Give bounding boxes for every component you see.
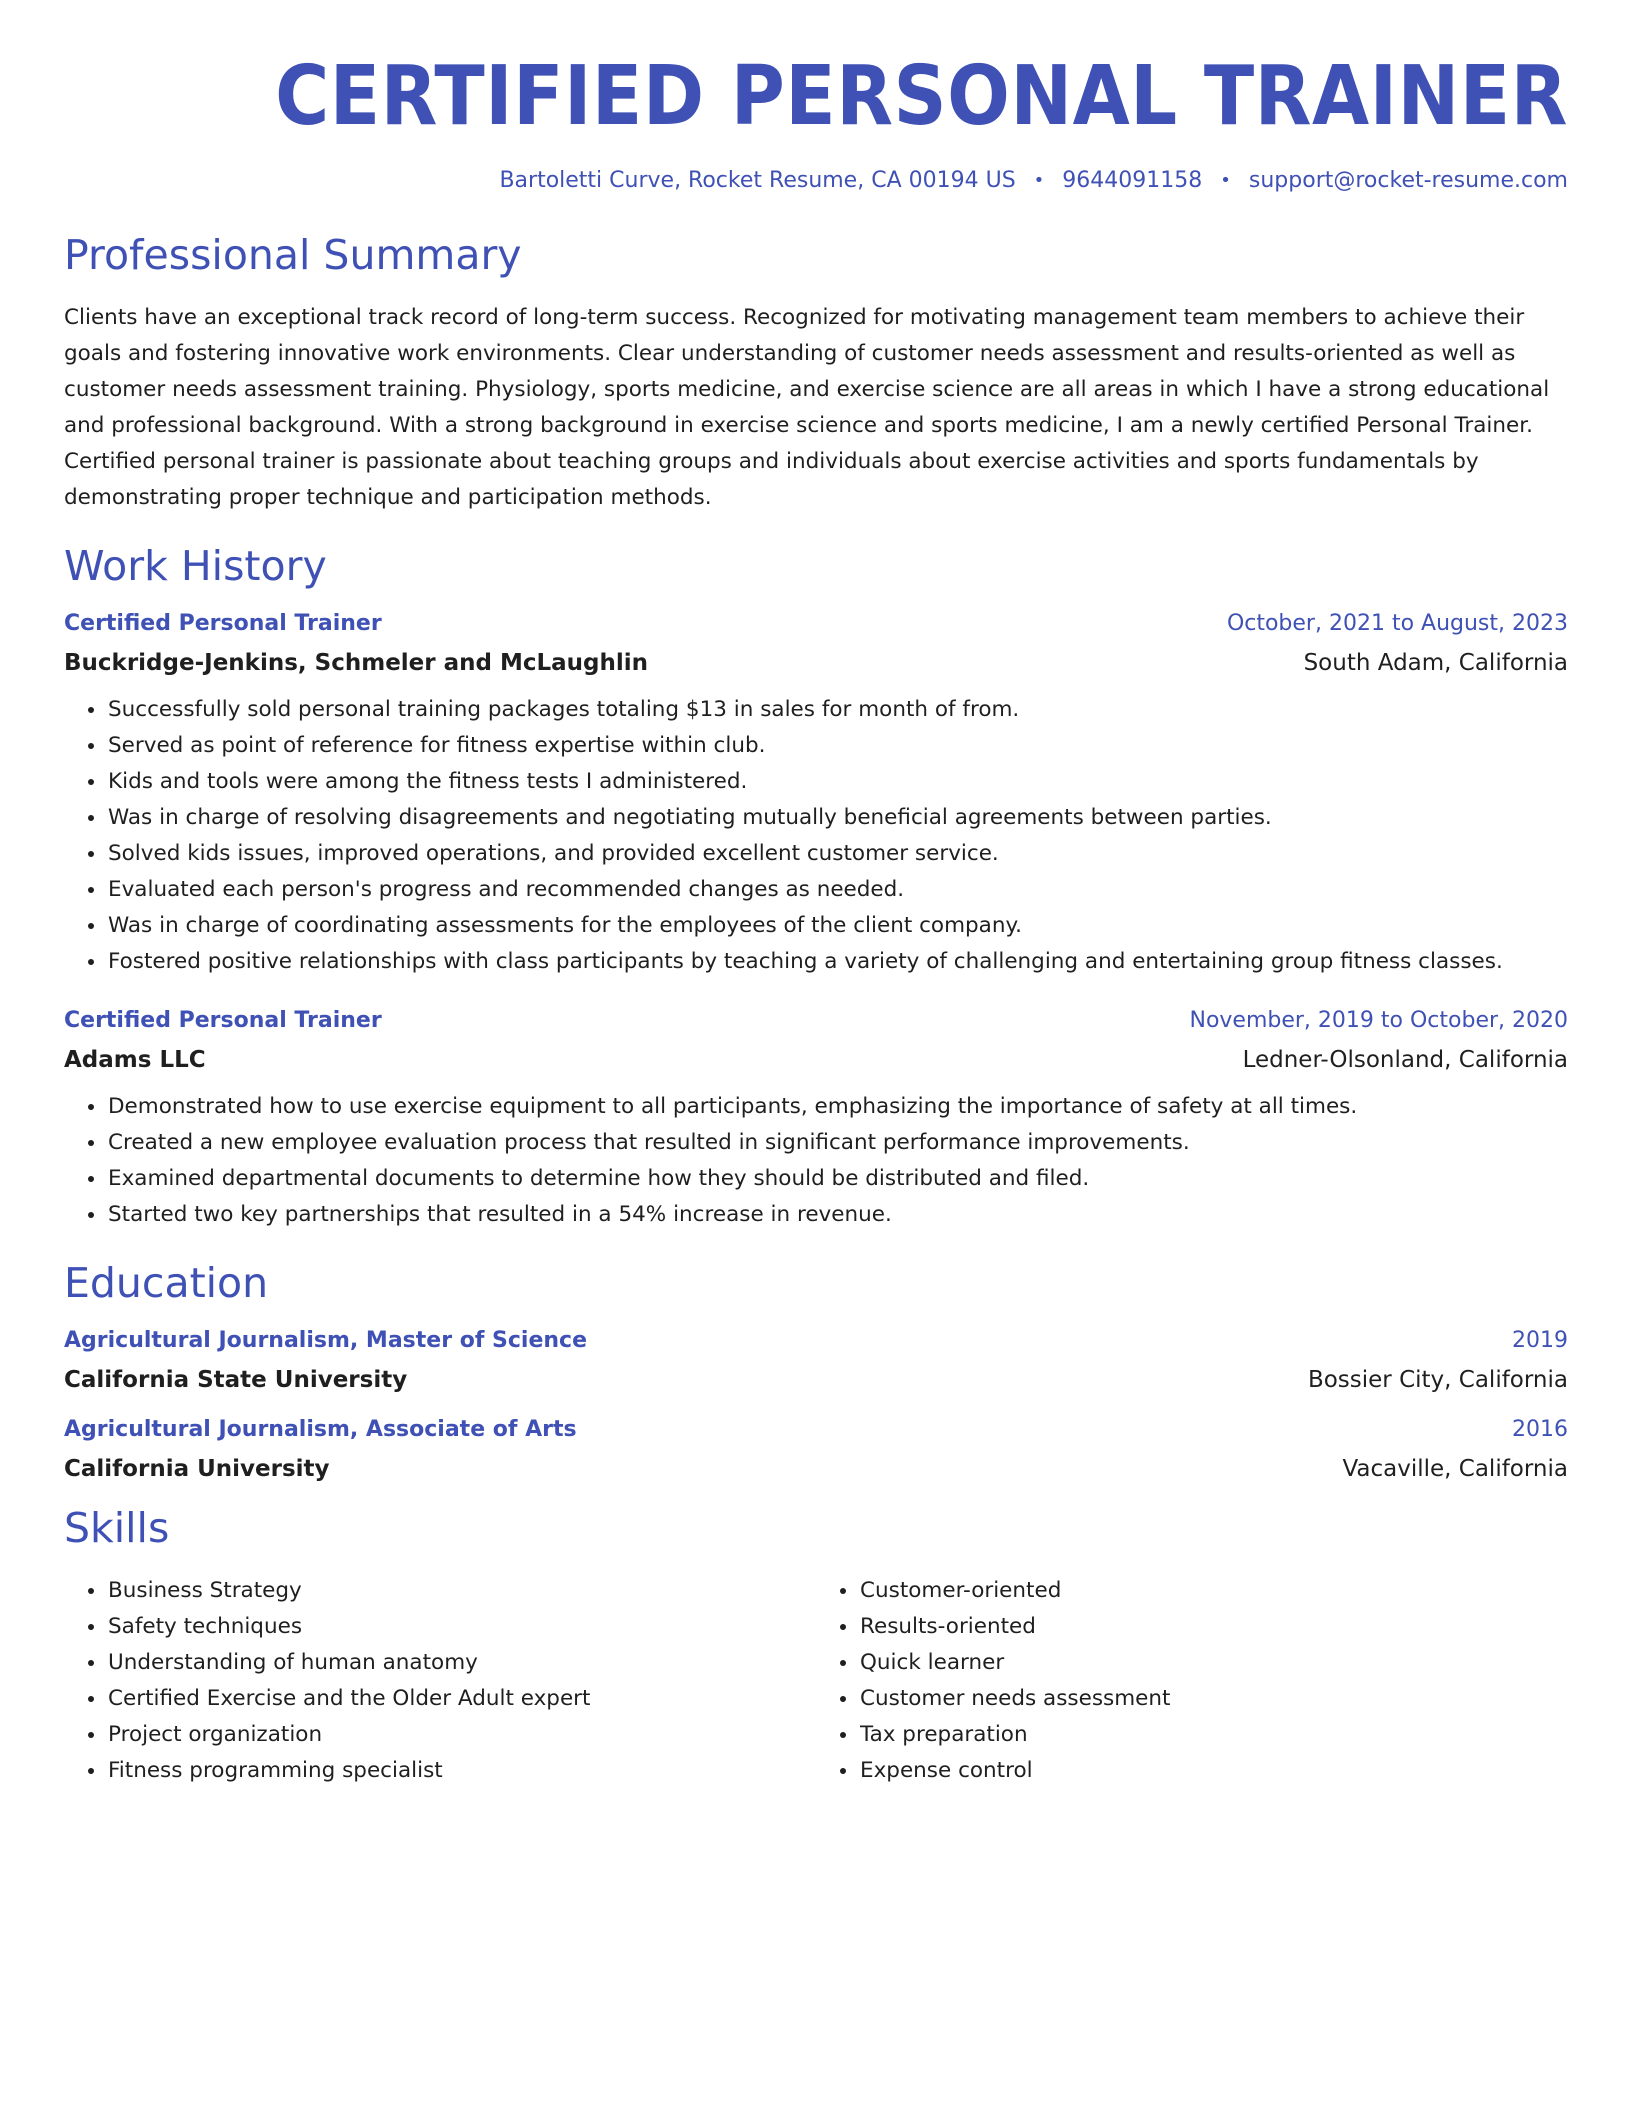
skill-item: • Fitness programming specialist [107,1753,816,1789]
education-header [64,1328,1568,1353]
education-entry [64,1417,1568,1482]
job-bullets [64,692,1568,980]
job-header [64,1008,1568,1033]
education-year: 2019 [1512,1328,1568,1354]
job-header [64,611,1568,636]
job-bullet: • Fostered positive relationships with class participants by teaching a variety of challenging and entertaining group fitness classes. [107,944,1568,980]
job-location: Ledner-Olsonland, California [1242,1047,1568,1074]
education-degree: Agricultural Journalism, Associate of Arts [64,1417,577,1443]
education-degree: Agricultural Journalism, Master of Science [64,1328,588,1354]
job-company: Adams LLC [64,1047,206,1074]
contact-separator: • [1033,170,1045,191]
skill-item: • Safety techniques [107,1609,816,1645]
skill-item: • Project organization [107,1717,816,1753]
skill-item: • Expense control [859,1753,1568,1789]
job-bullet: • Was in charge of resolving disagreements and negotiating mutually beneficial agreements between parties. [107,800,1568,836]
skills-columns [64,1573,1568,1789]
job-entry [64,1008,1568,1233]
skills-list-left [64,1573,816,1789]
section-title-education: Education [64,1259,269,1308]
job-bullet: • Created a new employee evaluation process that resulted in significant performance improvements. [107,1125,1568,1161]
job-role: Certified Personal Trainer [64,611,382,637]
education-section [64,1261,1568,1482]
education-school-row [64,1456,1568,1482]
skill-item: • Customer needs assessment [859,1681,1568,1717]
job-employer-row [64,650,1568,676]
education-school: California State University [64,1367,408,1394]
job-bullet: • Demonstrated how to use exercise equipment to all participants, emphasizing the importance of safety at all times. [107,1089,1568,1125]
contact-line [64,168,1568,193]
work-history-section [64,544,1568,1233]
skill-item: • Results-oriented [859,1609,1568,1645]
contact-address: Bartoletti Curve, Rocket Resume, CA 00194 US [499,168,1016,193]
resume-name: CERTIFIED PERSONAL TRAINER [275,49,1568,144]
skills-section [64,1506,1568,1789]
summary-text: Clients have an exceptional track record of long-term success. Recognized for motivating management team members to achieve their goals and fostering innovative work environments. Clear understanding of customer needs assessment and results-oriented as well as customer needs assessment training. Physiology, sports medicine, and exercise science are all areas in which I have a strong educational and professional background. With a strong background in exercise science and sports medicine, I am a newly certified Personal Trainer. Certified personal trainer is passionate about teaching groups and individuals about exercise activities and sports fundamentals by demonstrating proper technique and participation methods. [64,305,1550,511]
job-employer-row [64,1047,1568,1073]
skill-item: • Tax preparation [859,1717,1568,1753]
job-bullet: • Solved kids issues, improved operations, and provided excellent customer service. [107,836,1568,872]
section-title-summary: Professional Summary [64,231,522,279]
job-bullet: • Successfully sold personal training packages totaling $13 in sales for month of from. [107,692,1568,728]
section-title-skills: Skills [64,1504,170,1553]
job-dates: October, 2021 to August, 2023 [1226,611,1568,637]
job-entry [64,611,1568,980]
job-bullet: • Evaluated each person's progress and recommended changes as needed. [107,872,1568,908]
section-title-work-history: Work History [64,542,327,591]
contact-phone[interactable]: 9644091158 [1062,168,1203,193]
job-dates: November, 2019 to October, 2020 [1189,1008,1568,1034]
summary-section [64,233,1568,516]
job-bullet: • Examined departmental documents to determine how they should be distributed and filed. [107,1161,1568,1197]
job-bullets [64,1089,1568,1233]
education-school: California University [64,1456,330,1483]
job-bullet: • Started two key partnerships that resulted in a 54% increase in revenue. [107,1197,1568,1233]
skill-item: • Certified Exercise and the Older Adult expert [107,1681,816,1717]
skills-list-right [816,1573,1568,1789]
contact-email[interactable]: support@rocket-resume.com [1248,168,1568,193]
education-school-row [64,1367,1568,1393]
job-bullet: • Was in charge of coordinating assessments for the employees of the client company. [107,908,1568,944]
education-location: Bossier City, California [1307,1367,1568,1394]
job-company: Buckridge-Jenkins, Schmeler and McLaughlin [64,650,649,677]
skill-item: • Quick learner [859,1645,1568,1681]
job-role: Certified Personal Trainer [64,1008,382,1034]
education-header [64,1417,1568,1442]
skill-item: • Business Strategy [107,1573,816,1609]
education-entry [64,1328,1568,1393]
job-bullet: • Kids and tools were among the fitness tests I administered. [107,764,1568,800]
education-location: Vacaville, California [1342,1456,1568,1483]
job-location: South Adam, California [1303,650,1568,677]
skill-item: • Customer-oriented [859,1573,1568,1609]
job-bullet: • Served as point of reference for fitness expertise within club. [107,728,1568,764]
contact-separator: • [1220,170,1231,191]
skill-item: • Understanding of human anatomy [107,1645,816,1681]
education-year: 2016 [1512,1417,1568,1443]
